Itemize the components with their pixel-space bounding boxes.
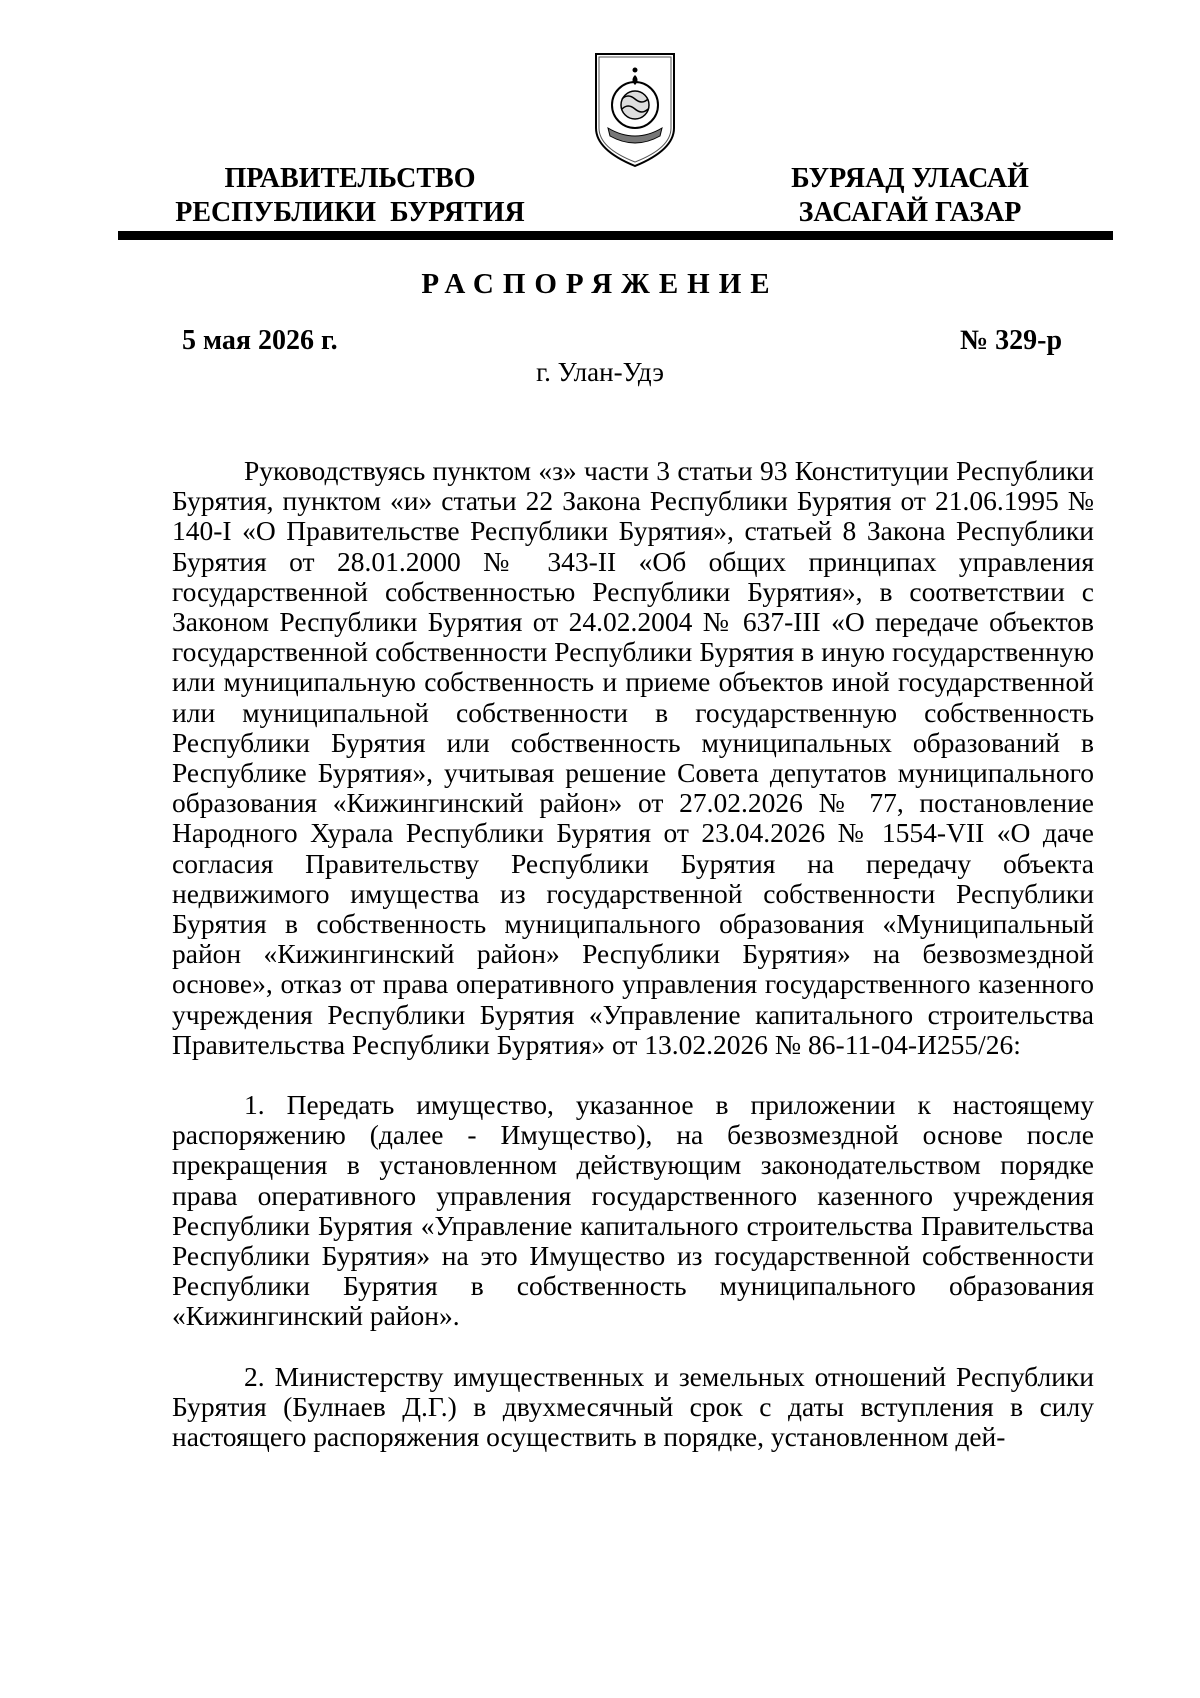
document-city: г. Улан-Удэ xyxy=(536,357,664,387)
government-title-buryat-line2: ЗАСАГАЙ ГАЗАР xyxy=(798,197,1022,228)
government-title-buryat xyxy=(740,162,1080,230)
coat-of-arms-emblem xyxy=(590,50,680,168)
header-divider xyxy=(118,231,1113,240)
government-title-line1: ПРАВИТЕЛЬСТВО xyxy=(224,163,476,194)
government-title-line2: РЕСПУБЛИКИ БУРЯТИЯ xyxy=(175,197,525,228)
clause-paragraph-2: 2. Министерству имущественных и земельных отношений Республики Бурятия (Булнаев Д.Г.) в двухмесячный срок с даты вступления в силу настоящего распоряжения осуществить в порядке, установленном дей- xyxy=(172,1360,1094,1453)
government-title-buryat-line1: БУРЯАД УЛАСАЙ xyxy=(791,163,1029,194)
clause-paragraph-1: 1. Передать имущество, указанное в приложении к настоящему распоряжению (далее - Имущество), на безвозмездной основе после прекращения в установленном действующим законодательством порядке права оперативного управления государственного казенного учреждения Республики Бурятия «Управление капитального строительства Правительства Республики Бурятия» на это Имущество из государственной собственности Республики Бурятия в собственность муниципального образования «Кижингинский район». xyxy=(172,1089,1094,1332)
document-body xyxy=(172,456,1094,1482)
document-date: 5 мая 2026 г. xyxy=(182,325,338,356)
preamble-paragraph: Руководствуясь пунктом «з» части 3 статьи 93 Конституции Республики Бурятия, пунктом «и» статьи 22 Закона Республики Бурятия от 21.06.1995 № 140-I «О Правительстве Республики Бурятия», статьей 8 Закона Республики Бурятия от 28.01.2000 № 343-II «Об общих принципах управления государственной собственностью Республики Бурятия», в соответствии с Законом Республики Бурятия от 24.02.2004 № 637-III «О передаче объектов государственной собственности Республики Бурятия в иную государственную или муниципальную собственность и приеме объектов иной государственной или муниципальной собственности в государственную собственность Республики Бурятия или собственность муниципальных образований в Республике Бурятия», учитывая решение Совета депутатов муниципального образования «Кижингинский район» от 27.02.2026 № 77, постановление Народного Хурала Республики Бурятия от 23.04.2026 № 1554-VII «О даче согласия Правительству Республики Бурятия на передачу объекта недвижимого имущества из государственной собственности Республики Бурятия в собственность муниципального образования «Муниципальный район «Кижингинский район» Республики Бурятия» на безвозмездной основе», отказ от права оперативного управления государственного казенного учреждения Республики Бурятия «Управление капитального строительства Правительства Республики Бурятия» от 13.02.2026 № 86-11-04-И255/26: xyxy=(172,455,1094,1060)
document-number: № 329-р xyxy=(960,325,1063,356)
government-title-russian xyxy=(150,162,550,230)
document-type-title: РАСПОРЯЖЕНИЕ xyxy=(421,268,779,300)
